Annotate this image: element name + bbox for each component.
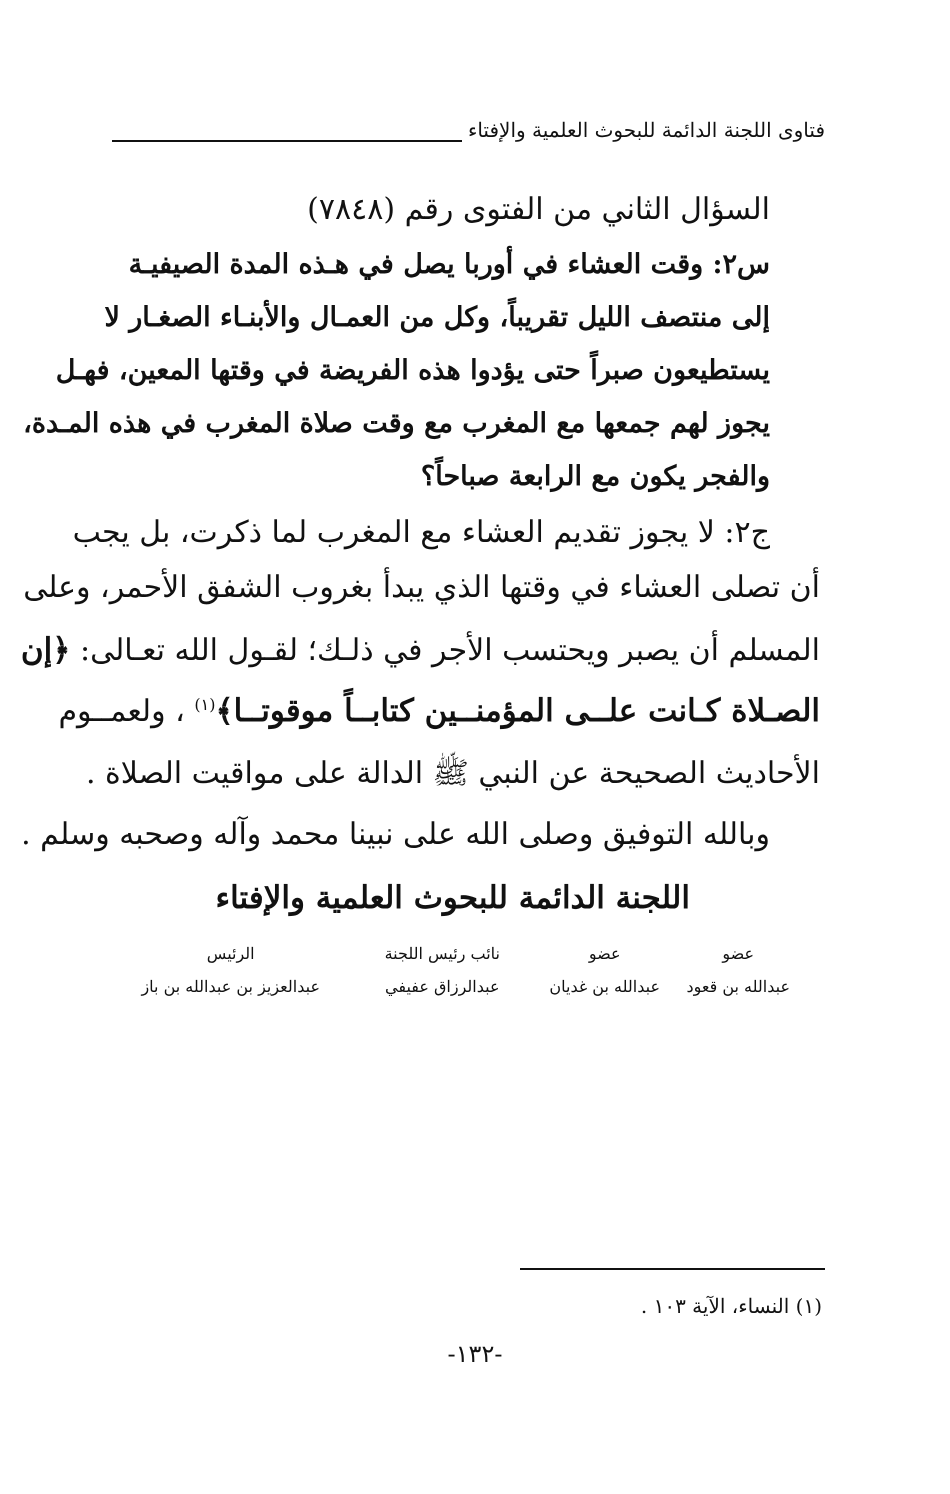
question-line: يجوز لهم جمعها مع المغرب مع وقت صلاة المغرب في هذه المـدة، bbox=[23, 408, 770, 439]
signatory-name: عبدالله بن غديان bbox=[549, 977, 660, 996]
answer-line: الأحاديث الصحيحة عن النبي ﷺ الدالة على مواقيت الصلاة . bbox=[85, 756, 820, 791]
signatory-role: نائب رئيس اللجنة bbox=[384, 944, 500, 963]
quran-verse: الصـلاة كـانت علــى المؤمنــين كتابــاً موقوتــا﴾ bbox=[215, 693, 820, 729]
question-line: والفجر يكون مع الرابعة صباحاً؟ bbox=[420, 461, 770, 492]
signatory bbox=[385, 944, 500, 996]
header-rule bbox=[112, 140, 470, 142]
signatory-name: عبدالرزاق عفيفي bbox=[385, 977, 500, 996]
question-line: س٢: وقت العشاء في أوربا يصل في هـذه المدة الصيفيـة bbox=[128, 249, 770, 280]
answer-line: ج٢: لا يجوز تقديم العشاء مع المغرب لما ذكرت، بل يجب bbox=[72, 515, 770, 550]
committee-name: اللجنة الدائمة للبحوث العلمية والإفتاء bbox=[215, 880, 690, 916]
question-line: إلى منتصف الليل تقريباً، وكل من العمـال والأبنـاء الصغـار لا bbox=[104, 302, 770, 333]
signatory-name: عبدالعزيز بن عبدالله بن باز bbox=[141, 977, 320, 996]
signatory bbox=[141, 944, 320, 996]
signatory-role: عضو bbox=[722, 944, 755, 963]
footnote-rule bbox=[520, 1268, 825, 1270]
answer-line: أن تصلى العشاء في وقتها الذي يبدأ بغروب الشفق الأحمر، وعلى bbox=[23, 570, 820, 605]
signatory-role: الرئيس bbox=[206, 944, 255, 963]
footnote: (١) النساء، الآية ١٠٣ . bbox=[640, 1294, 822, 1318]
answer-text: المسلم أن يصبر ويحتسب الأجر في ذلـك؛ لقـول الله تعـالى: bbox=[79, 633, 820, 668]
signatory-name: عبدالله بن قعود bbox=[686, 977, 790, 996]
question-line: يستطيعون صبراً حتى يؤدوا هذه الفريضة في وقتها المعين، فهـل bbox=[55, 355, 770, 386]
answer-line bbox=[21, 632, 820, 668]
quran-verse-start: ﴿إن bbox=[20, 632, 71, 668]
signatory bbox=[686, 944, 790, 996]
running-title: فتاوى اللجنة الدائمة للبحوث العلمية والإفتاء bbox=[462, 118, 825, 142]
footnote-marker: (١) bbox=[194, 695, 216, 714]
answer-line bbox=[58, 693, 820, 729]
signatory bbox=[549, 944, 660, 996]
page-number: -١٣٢- bbox=[447, 1340, 503, 1368]
answer-text: ، ولعمــوم bbox=[58, 694, 185, 729]
question-reference: السؤال الثاني من الفتوى رقم (٧٨٤٨) bbox=[307, 192, 770, 227]
signatory-role: عضو bbox=[588, 944, 621, 963]
closing-line: وبالله التوفيق وصلى الله على نبينا محمد وآله وصحبه وسلم . bbox=[21, 817, 770, 852]
running-header bbox=[112, 118, 825, 158]
